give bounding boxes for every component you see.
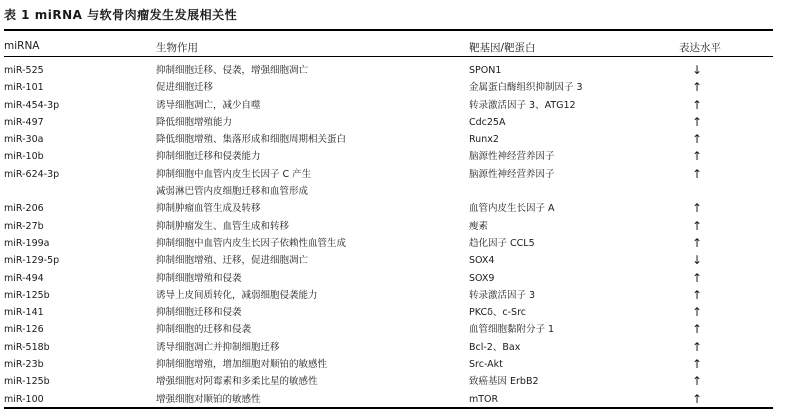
header-rule xyxy=(4,56,773,57)
level-cell: ↑ xyxy=(692,201,703,216)
target-cell: Runx2 xyxy=(469,134,499,146)
top-rule xyxy=(4,29,773,31)
target-cell: Src-Akt xyxy=(469,359,503,371)
table-row xyxy=(0,373,791,390)
table-row xyxy=(0,252,791,269)
table-row xyxy=(0,270,791,287)
mirna-cell: miR-497 xyxy=(4,116,44,128)
role-cell: 增强细胞对阿霉素和多柔比星的敏感性 xyxy=(156,376,318,388)
header-level: 表达水平 xyxy=(679,42,721,54)
table-row xyxy=(0,304,791,321)
role-cell: 抑制细胞增殖和侵袭 xyxy=(156,272,242,284)
role-cell: 抑制细胞的迁移和侵袭 xyxy=(156,324,252,336)
level-cell: ↑ xyxy=(692,114,703,129)
level-cell: ↑ xyxy=(692,235,703,250)
table-row xyxy=(0,218,791,235)
target-cell: Bcl-2、Bax xyxy=(469,341,521,353)
target-cell: 脑源性神经营养因子 xyxy=(469,168,555,180)
mirna-cell: miR-525 xyxy=(4,65,44,76)
target-cell: Cdc25A xyxy=(469,116,506,128)
level-cell: ↑ xyxy=(692,287,703,302)
level-cell: ↑ xyxy=(692,322,703,337)
role-cell: 诱导细胞凋亡，减少自噬 xyxy=(156,99,261,111)
target-cell: PKCδ、c-Src xyxy=(469,307,526,319)
level-cell: ↑ xyxy=(692,305,703,320)
table-row xyxy=(0,321,791,338)
role-cell: 抑制细胞迁移和侵袭 xyxy=(156,307,242,319)
mirna-cell: miR-206 xyxy=(4,203,44,215)
mirna-cell: miR-27b xyxy=(4,220,44,232)
table-row xyxy=(0,183,791,200)
role-cell: 降低细胞增殖能力 xyxy=(156,116,233,128)
mirna-cell: miR-454-3p xyxy=(4,99,60,111)
target-cell: SOX9 xyxy=(469,272,495,284)
level-cell: ↓ xyxy=(692,253,703,268)
mirna-cell: miR-129-5p xyxy=(4,255,60,267)
role-cell: 抑制细胞中血管内皮生长因子依赖性血管生成 xyxy=(156,237,347,249)
role-cell: 抑制细胞增殖，增加细胞对顺铂的敏感性 xyxy=(156,359,328,371)
bottom-rule xyxy=(4,407,773,409)
role-cell: 降低细胞增殖、集落形成和细胞周期相关蛋白 xyxy=(156,134,347,146)
table-row xyxy=(0,114,791,131)
mirna-cell: miR-101 xyxy=(4,82,44,94)
header-target: 靶基因/靶蛋白 xyxy=(469,42,536,54)
table-body xyxy=(0,62,791,408)
target-cell: 转录激活因子 3、ATG12 xyxy=(469,99,576,111)
mirna-cell: miR-126 xyxy=(4,324,44,336)
table-row xyxy=(0,287,791,304)
target-cell: 转录激活因子 3 xyxy=(469,289,536,301)
table-caption: 表 1 miRNA 与软骨肉瘤发生发展相关性 xyxy=(4,8,238,22)
table-row xyxy=(0,356,791,373)
table-row xyxy=(0,148,791,165)
table-row xyxy=(0,166,791,183)
level-cell: ↑ xyxy=(692,218,703,233)
mirna-cell: miR-23b xyxy=(4,359,44,371)
role-cell: 抑制细胞迁移和侵袭能力 xyxy=(156,151,261,163)
role-cell: 抑制细胞增殖、迁移，促进细胞凋亡 xyxy=(156,255,309,267)
table-row xyxy=(0,235,791,252)
level-cell: ↑ xyxy=(692,132,703,147)
table-row xyxy=(0,200,791,217)
role-cell: 抑制细胞迁移、侵袭，增强细胞凋亡 xyxy=(156,65,309,76)
target-cell: 趋化因子 CCL5 xyxy=(469,237,535,249)
table-row xyxy=(0,131,791,148)
role-cell: 促进细胞迁移 xyxy=(156,82,214,94)
mirna-cell: miR-30a xyxy=(4,134,44,146)
table-row xyxy=(0,391,791,408)
header-mirna: miRNA xyxy=(4,40,40,52)
target-cell: 瘦素 xyxy=(469,220,489,232)
target-cell: SPON1 xyxy=(469,65,502,76)
level-cell: ↑ xyxy=(692,339,703,354)
role-cell: 减弱淋巴管内皮细胞迁移和血管形成 xyxy=(156,186,309,198)
level-cell: ↑ xyxy=(692,391,703,406)
level-cell: ↑ xyxy=(692,270,703,285)
level-cell: ↑ xyxy=(692,97,703,112)
target-cell: mTOR xyxy=(469,393,499,405)
level-cell: ↓ xyxy=(692,63,703,77)
role-cell: 抑制细胞中血管内皮生长因子 C 产生 xyxy=(156,168,312,180)
header-role: 生物作用 xyxy=(156,42,198,54)
mirna-cell: miR-125b xyxy=(4,289,50,301)
target-cell: 脑源性神经营养因子 xyxy=(469,151,555,163)
role-cell: 诱导细胞凋亡并抑制细胞迁移 xyxy=(156,341,280,353)
mirna-cell: miR-100 xyxy=(4,393,44,405)
level-cell: ↑ xyxy=(692,357,703,372)
role-cell: 抑制肿瘤血管生成及转移 xyxy=(156,203,261,215)
role-cell: 诱导上皮间质转化，减弱细胞侵袭能力 xyxy=(156,289,318,301)
mirna-cell: miR-141 xyxy=(4,307,44,319)
table-row xyxy=(0,62,791,79)
level-cell: ↑ xyxy=(692,166,703,181)
role-cell: 抑制肿瘤发生、血管生成和转移 xyxy=(156,220,290,232)
table-row xyxy=(0,79,791,96)
table-row xyxy=(0,97,791,114)
target-cell: 血管内皮生长因子 A xyxy=(469,203,555,215)
target-cell: 致癌基因 ErbB2 xyxy=(469,376,539,388)
mirna-cell: miR-10b xyxy=(4,151,44,163)
target-cell: SOX4 xyxy=(469,255,495,267)
target-cell: 金属蛋白酶组织抑制因子 3 xyxy=(469,82,583,94)
mirna-cell: miR-125b xyxy=(4,376,50,388)
table-row xyxy=(0,339,791,356)
target-cell: 血管细胞黏附分子 1 xyxy=(469,324,555,336)
level-cell: ↑ xyxy=(692,374,703,389)
mirna-cell: miR-518b xyxy=(4,341,50,353)
role-cell: 增强细胞对顺铂的敏感性 xyxy=(156,393,261,405)
mirna-cell: miR-494 xyxy=(4,272,44,284)
level-cell: ↑ xyxy=(692,80,703,95)
mirna-cell: miR-199a xyxy=(4,237,50,249)
level-cell: ↑ xyxy=(692,149,703,164)
mirna-cell: miR-624-3p xyxy=(4,168,60,180)
